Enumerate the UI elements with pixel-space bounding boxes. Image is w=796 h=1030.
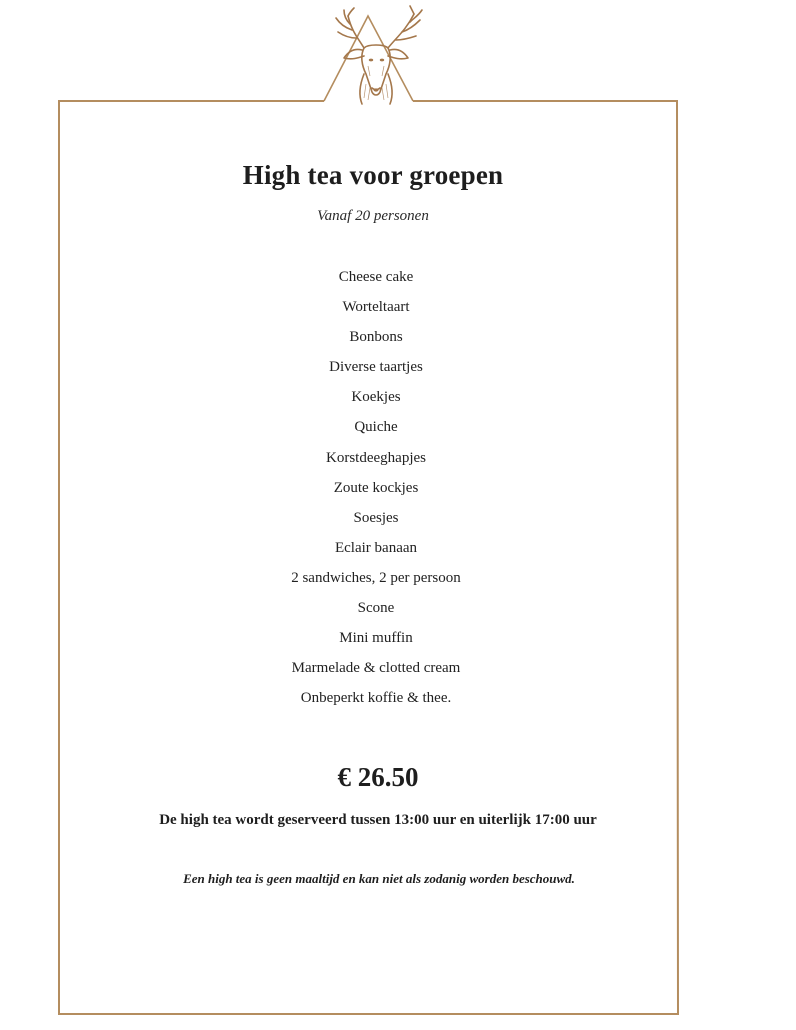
menu-item: Soesjes bbox=[353, 509, 399, 526]
disclaimer-note: Een high tea is geen maaltijd en kan niet als zodanig worden beschouwd. bbox=[183, 871, 575, 886]
menu-item: Mini muffin bbox=[339, 630, 413, 647]
menu-item: 2 sandwiches, 2 per persoon bbox=[291, 569, 461, 586]
menu-item: Korstdeeghapjes bbox=[326, 449, 426, 466]
menu-item: Diverse taartjes bbox=[329, 359, 423, 376]
serving-time-notice: De high tea wordt geserveerd tussen 13:00 uur en uiterlijk 17:00 uur bbox=[159, 812, 597, 828]
menu-item: Koekjes bbox=[351, 389, 401, 406]
menu-item: Scone bbox=[357, 600, 395, 617]
menu-item: Worteltaart bbox=[342, 299, 410, 316]
menu-item: Quiche bbox=[354, 419, 398, 436]
menu-item: Eclair banaan bbox=[334, 539, 418, 556]
menu-title: High tea voor groepen bbox=[242, 160, 504, 190]
menu-subtitle: Vanaf 20 personen bbox=[317, 208, 429, 224]
menu-item: Bonbons bbox=[349, 329, 403, 346]
menu-item: Zoute kockjes bbox=[333, 479, 419, 496]
menu-item: Onbeperkt koffie & thee. bbox=[300, 690, 452, 707]
deer-head-icon bbox=[318, 4, 438, 108]
price: € 26.50 bbox=[337, 762, 419, 792]
menu-items-list bbox=[0, 262, 752, 713]
menu-item: Marmelade & clotted cream bbox=[291, 660, 461, 677]
menu-item: Cheese cake bbox=[338, 269, 414, 285]
